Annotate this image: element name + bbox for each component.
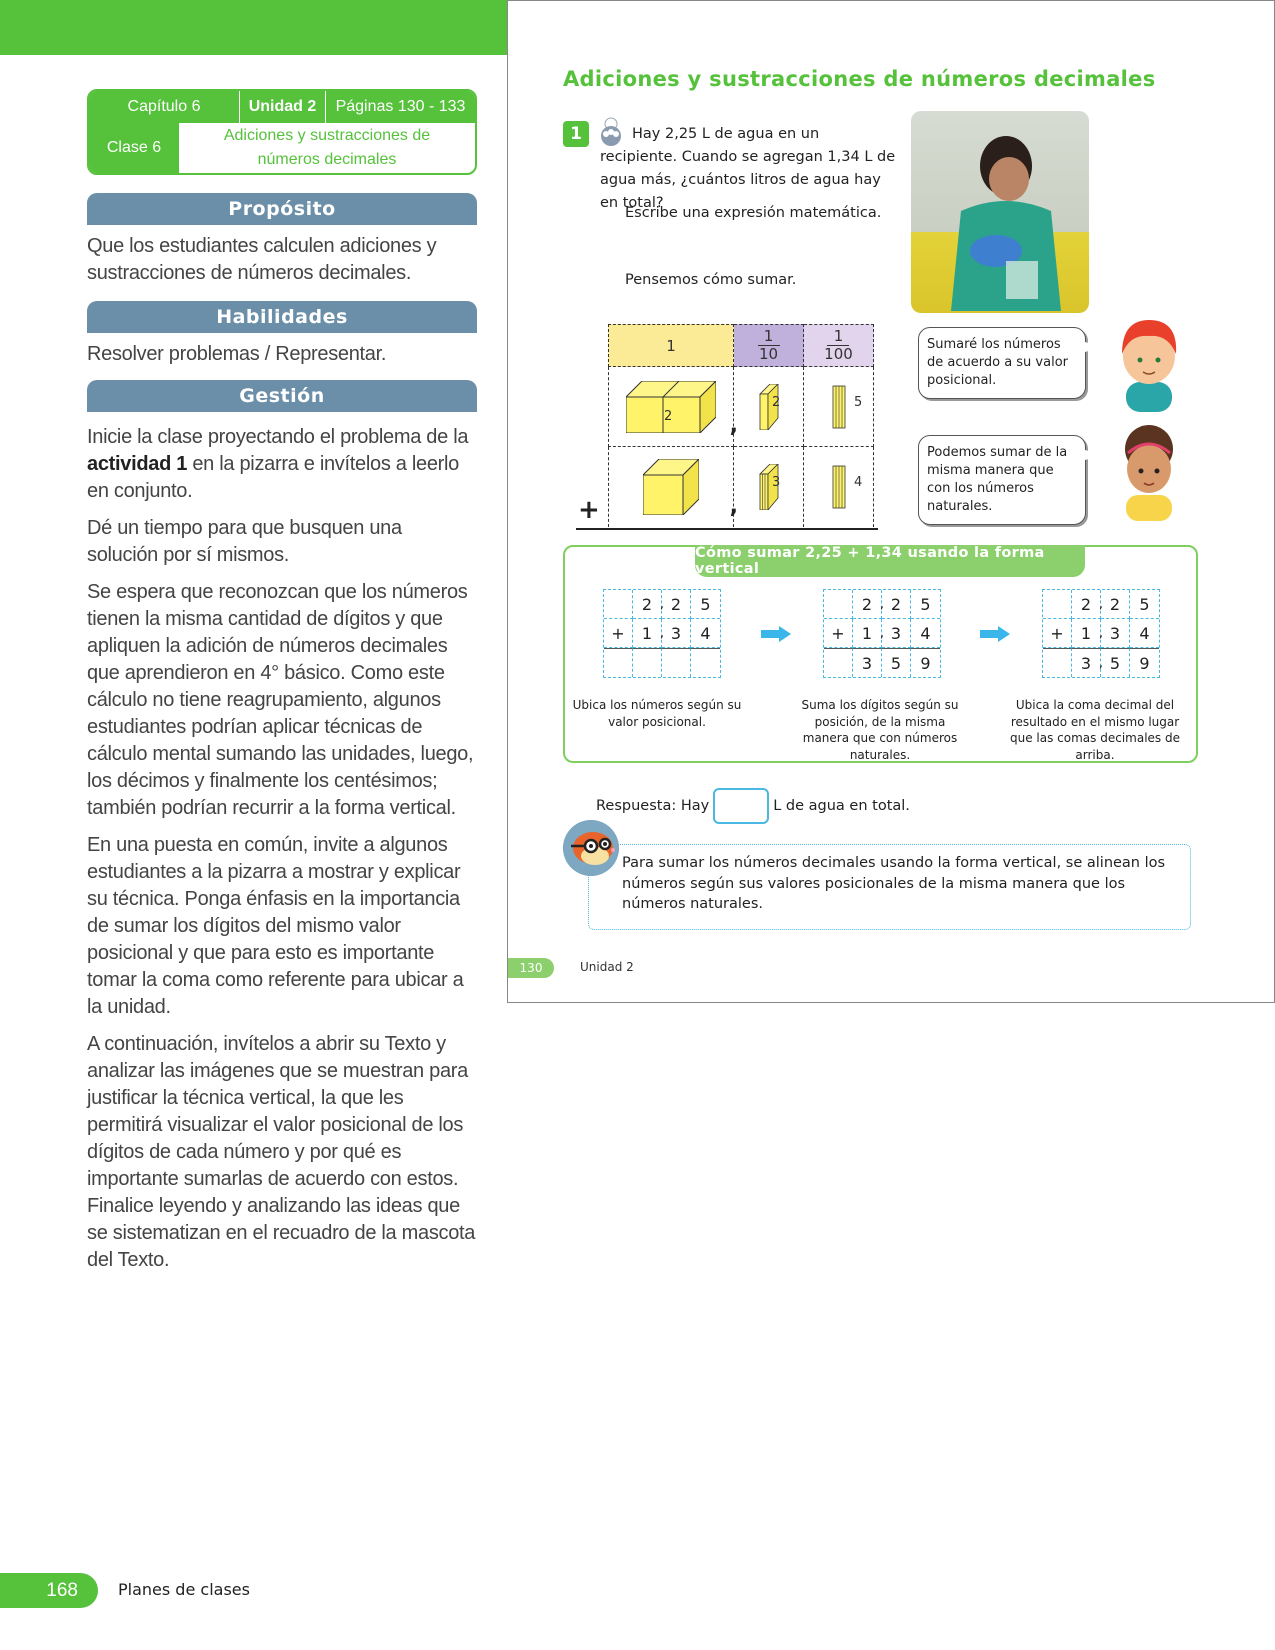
vertical-step-1-grid — [603, 589, 721, 678]
lesson-title-line: Adiciones y sustracciones de — [223, 127, 431, 144]
digit-cell: 5 — [691, 590, 720, 619]
row1-units-value: 2 — [664, 409, 673, 424]
row2-hundredths-blocks — [804, 447, 874, 527]
textbook-title: Adiciones y sustracciones de números decimales — [563, 67, 1156, 91]
digit-cell: 1 , — [1072, 619, 1101, 648]
boy-character-icon — [1116, 316, 1182, 412]
fraction-numerator: 1 — [833, 327, 844, 345]
question-number: 1 — [563, 121, 589, 147]
digit-cell: 1 , — [633, 619, 662, 648]
row2-tenths-value: 3 — [772, 475, 781, 490]
lesson-plan-column — [87, 89, 477, 1284]
management-paragraph: En una puesta en común, invite a algunos estudiantes a la pizarra a mostrar y explicar su técnica. Ponga énfasis en la importancia de sumar los dígitos del mismo valor posicional y que para esto es importante tomar la coma como referente para ubicar a la unidad. — [87, 834, 464, 1018]
header-units — [608, 324, 734, 367]
lesson-info-table — [87, 89, 477, 175]
row2-hundredths-value: 4 — [854, 475, 863, 490]
textbook-unit-label: Unidad 2 — [580, 960, 634, 974]
plus-sign: + — [578, 495, 600, 525]
expression-prompt: Escribe una expresión matemática. — [625, 205, 882, 221]
management-paragraph — [87, 424, 477, 505]
fraction-denominator: 100 — [824, 345, 853, 363]
digit-cell — [604, 648, 633, 677]
digit-cell: 1 , — [853, 619, 882, 648]
digit-cell: 5 — [911, 590, 940, 619]
digit-cell: 4 — [1130, 619, 1159, 648]
management-paragraph: Dé un tiempo para que busquen una solución por sí mismos. — [87, 517, 402, 566]
digit-cell: 2 — [662, 590, 691, 619]
decimal-comma: , — [879, 597, 884, 612]
vertical-step-3-caption: Ubica la coma decimal del resultado en el mismo lugar que las comas decimales de arriba. — [1010, 698, 1180, 762]
row2-tenths-blocks — [734, 447, 804, 527]
row2-units-blocks — [608, 447, 738, 527]
answer-input-box[interactable] — [713, 788, 769, 824]
row1-hundredths-blocks — [804, 367, 874, 447]
think-prompt: Pensemos cómo sumar. — [625, 272, 797, 288]
girl-character-icon — [1116, 425, 1182, 521]
purpose-paragraph: Que los estudiantes calculen adiciones y sustracciones de números decimales. — [87, 235, 437, 284]
text-span: Inicie la clase proyectando el problema de la — [87, 426, 469, 448]
decimal-comma: , — [879, 626, 884, 641]
fraction-numerator: 1 — [763, 327, 774, 345]
digit-cell — [1043, 590, 1072, 619]
digit-cell: 2 , — [633, 590, 662, 619]
sum-line — [576, 528, 878, 530]
decimal-comma: , — [659, 597, 664, 612]
pages-label: Páginas 130 - 133 — [325, 91, 475, 123]
answer-suffix: L de agua en total. — [773, 798, 910, 814]
digit-cell: + — [824, 619, 853, 648]
chapter-label: Capítulo 6 — [127, 98, 201, 115]
class-label: Clase 6 — [89, 123, 179, 173]
row1-tenths-value: 2 — [772, 395, 781, 410]
textbook-page-number: 130 — [508, 958, 554, 978]
unit-cube-icon — [643, 459, 699, 515]
skills-heading: Habilidades — [87, 301, 477, 333]
vertical-method-title: Cómo sumar 2,25 + 1,34 usando la forma vertical — [695, 545, 1085, 577]
row1-units-blocks — [608, 367, 738, 447]
digit-cell — [824, 648, 853, 677]
header-band — [0, 0, 508, 55]
lesson-title — [179, 123, 475, 173]
digit-cell — [1043, 648, 1072, 677]
decimal-comma: , — [1098, 656, 1103, 671]
unit-label: Unidad 2 — [239, 91, 325, 123]
photo-boy-pouring-water — [911, 111, 1089, 313]
skills-text — [87, 341, 477, 368]
header-tenths — [734, 324, 804, 367]
digit-cell: 5 — [1130, 590, 1159, 619]
arrow-right-icon — [761, 626, 791, 642]
management-text — [87, 424, 477, 1274]
management-paragraph: Se espera que reconozcan que los números tienen la misma cantidad de dígitos y que apliquen la adición de números decimales que aprendieron en 4° básico. Como este cálculo no tiene reagrupamiento, algunos estudiantes podrían aplicar técnicas de cálculo mental sumando las unidades, luego, los décimos y finalmente los centésimos; también podrían recurrir a la forma vertical. — [87, 581, 474, 819]
unit-cubes-icon — [626, 381, 716, 433]
digit-cell: 9 — [911, 648, 940, 677]
decimal-comma: , — [1098, 626, 1103, 641]
decimal-comma: , — [659, 626, 664, 641]
hamster-mascot-icon — [563, 820, 619, 876]
digit-cell: 4 — [911, 619, 940, 648]
management-heading: Gestión — [87, 380, 477, 412]
activity-reference: actividad 1 — [87, 453, 188, 475]
vertical-step-1-caption: Ubica los números según su valor posicional. — [572, 698, 742, 729]
header-units-label: 1 — [666, 336, 676, 355]
vertical-step-3-grid — [1042, 589, 1160, 678]
page-number: 168 — [0, 1573, 98, 1608]
fraction-denominator: 10 — [758, 345, 779, 363]
answer-line — [596, 788, 910, 824]
textbook-page — [507, 0, 1275, 1003]
header-hundredths — [804, 324, 874, 367]
skills-paragraph: Resolver problemas / Representar. — [87, 343, 387, 365]
answer-prefix: Respuesta: Hay — [596, 798, 710, 814]
digit-cell: 2 , — [1072, 590, 1101, 619]
digit-cell: 3 — [853, 648, 882, 677]
digit-cell: 4 — [691, 619, 720, 648]
digit-cell: 3 — [662, 619, 691, 648]
purpose-heading: Propósito — [87, 193, 477, 225]
hundredth-rods-icon — [832, 384, 846, 430]
digit-cell: 5 — [1101, 648, 1130, 677]
row1-tenths-blocks — [734, 367, 804, 447]
digit-cell: 3 — [882, 619, 911, 648]
lesson-title-line: números decimales — [257, 151, 397, 168]
speech-bubble-boy: Sumaré los números de acuerdo a su valor posicional. — [918, 327, 1086, 399]
hundredth-rods-icon — [832, 464, 846, 510]
decimal-comma: , — [729, 494, 738, 519]
digit-cell: 9 — [1130, 648, 1159, 677]
digit-cell: 3 — [1101, 619, 1130, 648]
arrow-right-icon — [980, 626, 1010, 642]
text-span: en la pizarra e invítelos a leerlo en conjunto. — [87, 453, 459, 502]
digit-cell: 5 — [882, 648, 911, 677]
question-text: Hay 2,25 L de agua en un recipiente. Cuando se agregan 1,34 L de agua más, ¿cuántos litros de agua hay en total? — [600, 126, 896, 211]
management-paragraph: A continuación, invítelos a abrir su Texto y analizar las imágenes que se muestran para justificar la técnica vertical, la que les permitirá visualizar el valor posicional de los dígitos de cada número y por qué es importante sumarlas de acuerdo con estos. Finalice leyendo y analizando las ideas que se sistematizan en el recuadro de la mascota del Texto. — [87, 1033, 476, 1271]
digit-cell — [662, 648, 691, 677]
mascot-note-box: Para sumar los números decimales usando la forma vertical, se alinean los números según sus valores posicionales de la misma manera que los números naturales. — [588, 844, 1191, 930]
digit-cell: 2 — [1101, 590, 1130, 619]
digit-cell: 2 — [882, 590, 911, 619]
footer-label: Planes de clases — [118, 1580, 250, 1599]
decimal-comma: , — [1098, 597, 1103, 612]
vertical-method-box — [563, 545, 1198, 763]
row1-hundredths-value: 5 — [854, 395, 863, 410]
digit-cell — [604, 590, 633, 619]
decimal-comma: , — [729, 413, 738, 438]
purpose-text — [87, 233, 477, 287]
speech-bubble-girl: Podemos sumar de la misma manera que con los números naturales. — [918, 435, 1086, 525]
digit-cell: 2 , — [853, 590, 882, 619]
place-value-table — [608, 324, 874, 527]
digit-cell: 3 , — [1072, 648, 1101, 677]
digit-cell — [633, 648, 662, 677]
digit-cell — [691, 648, 720, 677]
vertical-step-2-caption: Suma los dígitos según su posición, de la misma manera que con números naturales. — [801, 698, 959, 762]
digit-cell: + — [1043, 619, 1072, 648]
digit-cell — [824, 590, 853, 619]
vertical-step-2-grid — [823, 589, 941, 678]
digit-cell: + — [604, 619, 633, 648]
